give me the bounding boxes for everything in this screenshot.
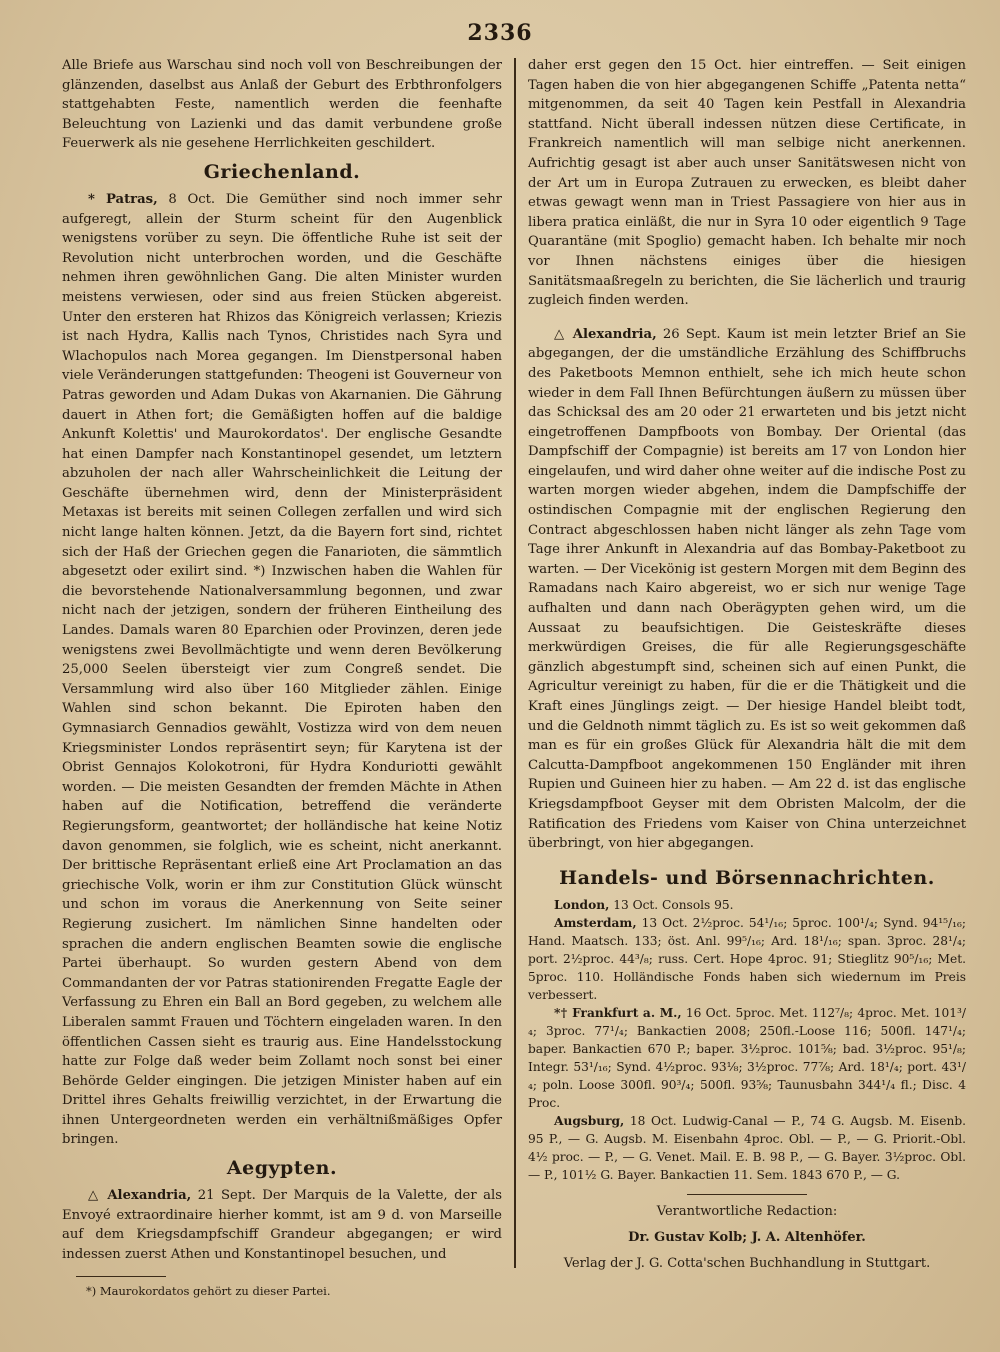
imprint-publisher: Verlag der J. G. Cotta'schen Buchhandlung in Stuttgart. xyxy=(563,1255,931,1271)
frankfurt-text: 16 Oct. 5proc. Met. 112⁷/₈; 4proc. Met. 101³/₄; 3proc. 77¹/₄; Bankactien 2008; 250fl.-Loose 116; 500fl. 147¹/₄; baper. Bankactien 670 P.; baper. 3½proc. 101⅝; bad. 3½proc. 95¹/₈; Integr. 53¹/₁₆; Synd. 4½proc. 93⅛; 3½proc. 77⅞; Ard. 18¹/₄; port. 43¹/₄; poln. Loose 300fl. 90³/₄; 500fl. 93⅝; Taunusbahn 344¹/₄ fl.; Disc. 4 Proc. xyxy=(528,1005,966,1110)
market-amsterdam xyxy=(528,914,966,1004)
amsterdam-city: Amsterdam, xyxy=(554,915,637,930)
augsburg-city: Augsburg, xyxy=(554,1113,625,1128)
patras-text: 8 Oct. Die Gemüther sind noch immer sehr aufgeregt, allein der Sturm scheint für den Augenblick wenigstens vorüber zu seyn. Die öffentliche Ruhe ist seit der Revolution nicht unterbrochen worden, und die Geschäfte nehmen ihren gewöhnlichen Gang. Die alten Minister wurden meistens verwiesen, oder sind aus freien Stücken abgereist. Unter den ersteren hat Rhizos das Königreich verlassen; Kriezis ist nach Hydra, Kallis nach Tynos, Christides nach Syra und Wlachopulos nach Morea gegangen. Im Dienstpersonal haben viele Veränderungen stattgefunden: Theogeni ist Gouverneur von Patras geworden und Adam Dukas von Akarnanien. Die Gährung dauert in Athen fort; die Gemäßigten hoffen auf die baldige Ankunft Kolettis' und Maurokordatos'. Der englische Gesandte hat einen Dampfer nach Konstantinopel gesendet, um letztern abzuholen der nach aller Wahrscheinlichkeit die Leitung der Geschäfte übernehmen wird, denn der Ministerpräsident Metaxas ist bereits mit seinen Collegen zerfallen und wird sich nicht lange halten können. Jetzt, da die Bayern fort sind, richtet sich der Haß der Griechen gegen die Fanarioten, die sämmtlich abgesetzt oder exilirt sind. *) Inzwischen haben die Wahlen für die bevorstehende Nationalversammlung begonnen, und zwar nicht nach der jetzigen, sondern der früheren Eintheilung des Landes. Damals waren 80 Eparchien oder Provinzen, deren jede wenigstens zwei Bevollmächtigte und wenn deren Bevölkerung 25,000 Seelen übersteigt vier zum Congreß sendet. Die Versammlung wird also über 160 Mitglieder zählen. Einige Wahlen sind schon bekannt. Die Epiroten haben den Gymnasiarch Gennadios gewählt, Vostizza wird von dem neuen Kriegsminister Londos repräsentirt seyn; für Karytena ist der Obrist Gennajos Kolokotroni, für Hydra Konduriotti gewählt worden. — Die meisten Gesandten der fremden Mächte in Athen haben auf die Notification, betreffend die veränderte Regierungsform, geantwortet; der holländische hat keine Notiz davon genommen, sie folglich, wie es scheint, nicht anerkannt. Der brittische Repräsentant erließ eine Art Proclamation an das griechische Volk, worin er ihm zur Constitution Glück wünscht und schon im voraus die Anerkennung von Seite seiner Regierung zusichert. Im nämlichen Sinne handelten oder sprachen die andern englischen Beamten sowie die englische Partei überhaupt. So wurden gestern Abend von dem Commandanten der vor Patras stationirenden Fregatte Eagle der Verfassung zu Ehren ein Ball an Bord gegeben, zu welchem alle Liberalen sammt Frauen und Töchtern eingeladen waren. In den öffentlichen Cassen sieht es traurig aus. Eine Handelsstockung hatte zur Folge daß weder beim Zollamt noch sonst bei einer Behörde Gelder eingingen. Die jetzigen Minister haben auf ein Drittel ihres Gehalts freiwillig verzichtet, in der Erwartung die ihnen Untergeordneten werden ein verhältnißmäßiges Opfer bringen. xyxy=(62,191,502,1148)
market-frankfurt xyxy=(528,1004,966,1112)
egypt-heading: Aegypten. xyxy=(226,1157,338,1180)
london-text: 13 Oct. Consols 95. xyxy=(609,897,734,912)
alexandria-text-2: 26 Sept. Kaum ist mein letzter Brief an Sie abgegangen, der die umständliche Erzählung des Schiffbruchs des Paketboots Memnon enthielt, sehe ich mich heute schon wieder in dem Fall Ihnen Befürchtungen äußern zu müssen über das Schicksal des am 20 oder 21 erwarteten und bis jetzt nicht eingetroffenen Dampfboots von Bombay. Der Oriental (das Dampfschiff der Compagnie) ist bereits am 17 von London hier eingelaufen, und wird daher ohne weiter auf die indische Post zu warten morgen wieder abgehen, indem die Dampfschiffe der ostindischen Compagnie mit der englischen Regierung den Contract abgeschlossen haben nicht länger als zehn Tage vom Tage ihrer Ankunft in Alexandria auf das Bombay-Paketboot zu warten. — Der Vicekönig ist gestern Morgen mit dem Beginn des Ramadans nach Kairo abgereist, wo er sich nur wenige Tage aufhalten und dann nach Oberägypten gehen wird, um die Aussaat zu beaufsichtigen. Die Geisteskräfte dieses merkwürdigen Greises, die für alle Regierungsgeschäfte gänzlich abgestumpft sind, scheinen sich auf einen Punkt, die Agricultur vereinigt zu haben, für die er die Thätigkeit und die Kraft eines Jünglings zeigt. — Der hiesige Handel bleibt todt, und die Geldnoth nimmt täglich zu. Es ist so weit gekommen daß man es für ein großes Glück für Alexandria hält die mit dem Calcutta-Dampfboot angekommenen 150 Engländer mit ihren Rupien und Guineen hier zu haben. — Am 22 d. ist das englische Kriegsdampfboot Geyser mit dem Obristen Malcolm, der die Ratification des Friedens vom Kaiser von China unterzeichnet überbringt, von hier abgegangen. xyxy=(528,326,966,852)
imprint-rule xyxy=(687,1194,807,1195)
page-number: 2336 xyxy=(467,20,533,46)
frankfurt-city: *† Frankfurt a. M., xyxy=(554,1005,682,1020)
column-divider xyxy=(514,58,516,1268)
left-column xyxy=(62,56,502,1299)
alexandria-dateline-1: △ Alexandria, xyxy=(88,1188,192,1204)
greece-heading: Griechenland. xyxy=(203,160,361,183)
market-london xyxy=(528,896,966,914)
right-column xyxy=(528,56,966,1277)
footnote: *) Maurokordatos gehört zu dieser Partei. xyxy=(86,1284,331,1299)
market-heading: Handels- und Börsennachrichten. xyxy=(559,866,935,889)
patras-article xyxy=(62,190,502,1150)
imprint xyxy=(528,1194,966,1277)
imprint-responsible: Verantwortliche Redaction: xyxy=(656,1203,838,1219)
alexandria-article-1 xyxy=(62,1186,502,1264)
market-augsburg xyxy=(528,1112,966,1184)
patras-dateline: * Patras, xyxy=(88,191,158,207)
footnote-rule xyxy=(76,1276,166,1277)
augsburg-text: 18 Oct. Ludwig-Canal — P., 74 G. Augsb. M. Eisenb. 95 P., — G. Augsb. M. Eisenbahn 4proc. Obl. — P., — G. Priorit.-Obl. 4½ proc. — P., — G. Venet. Mail. E. B. 98 P., — G. Bayer. 3½proc. Obl. — P., 101½ G. Bayer. Bankactien 11. Sem. 1843 670 P., — G. xyxy=(528,1113,966,1182)
amsterdam-text: 13 Oct. 2½proc. 54¹/₁₆; 5proc. 100¹/₄; Synd. 94¹⁵/₁₆; Hand. Maatsch. 133; öst. Anl. 99⁵/₁₆; Ard. 18¹/₁₆; span. 3proc. 28¹/₄; port. 2½proc. 44³/₈; russ. Cert. Hope 4proc. 91; Stieglitz 90⁵/₁₆; Met. 5proc. 110. Holländische Fonds haben sich wiedernum im Preis verbessert. xyxy=(528,915,966,1002)
london-city: London, xyxy=(554,897,610,912)
warsaw-paragraph: Alle Briefe aus Warschau sind noch voll von Beschreibungen der glänzenden, daselbst aus Anlaß der Geburt des Erbthronfolgers stattgehabten Feste, namentlich werden die feenhafte Beleuchtung von Lazienki und das damit verbundene große Feuerwerk als nie gesehene Herrlichkeiten geschildert. xyxy=(62,58,502,152)
alexandria-article-1-continued: daher erst gegen den 15 Oct. hier eintreffen. — Seit einigen Tagen haben die von hier abgegangenen Schiffe „Patenta netta“ mitgenommen, da seit 40 Tagen kein Pestfall in Alexandria stattfand. Nicht überall indessen nützen diese Certificate, in Frankreich namentlich will man selbige nicht anerkennen. Aufrichtig gesagt ist aber auch unser Sanitätswesen nicht von der Art um in Europa Zutrauen zu erwecken, es bleibt daher etwas gewagt wenn man in Triest Passagiere von hier aus in libera pratica einläßt, die nur in Syra 10 oder eigentlich 9 Tage Quarantäne (mit Spoglio) gemacht haben. Ich behalte mir noch vor Ihnen nächstens einiges über die hiesigen Sanitätsmaaßregeln zu berichten, die Sie lächerlich und traurig zugleich finden werden. xyxy=(528,58,966,309)
imprint-editors: Dr. Gustav Kolb; J. A. Altenhöfer. xyxy=(628,1229,866,1245)
alexandria-dateline-2: △ Alexandria, xyxy=(554,326,657,342)
alexandria-article-2 xyxy=(528,325,966,854)
alexandria-text-1: 21 Sept. Der Marquis de la Valette, der als Envoyé extraordinaire hierher kommt, ist am 9 d. von Marseille auf dem Kriegsdampfschiff Grandeur abgegangen; er wird indessen zuerst Athen und Konstantinopel besuchen, und xyxy=(62,1188,502,1262)
